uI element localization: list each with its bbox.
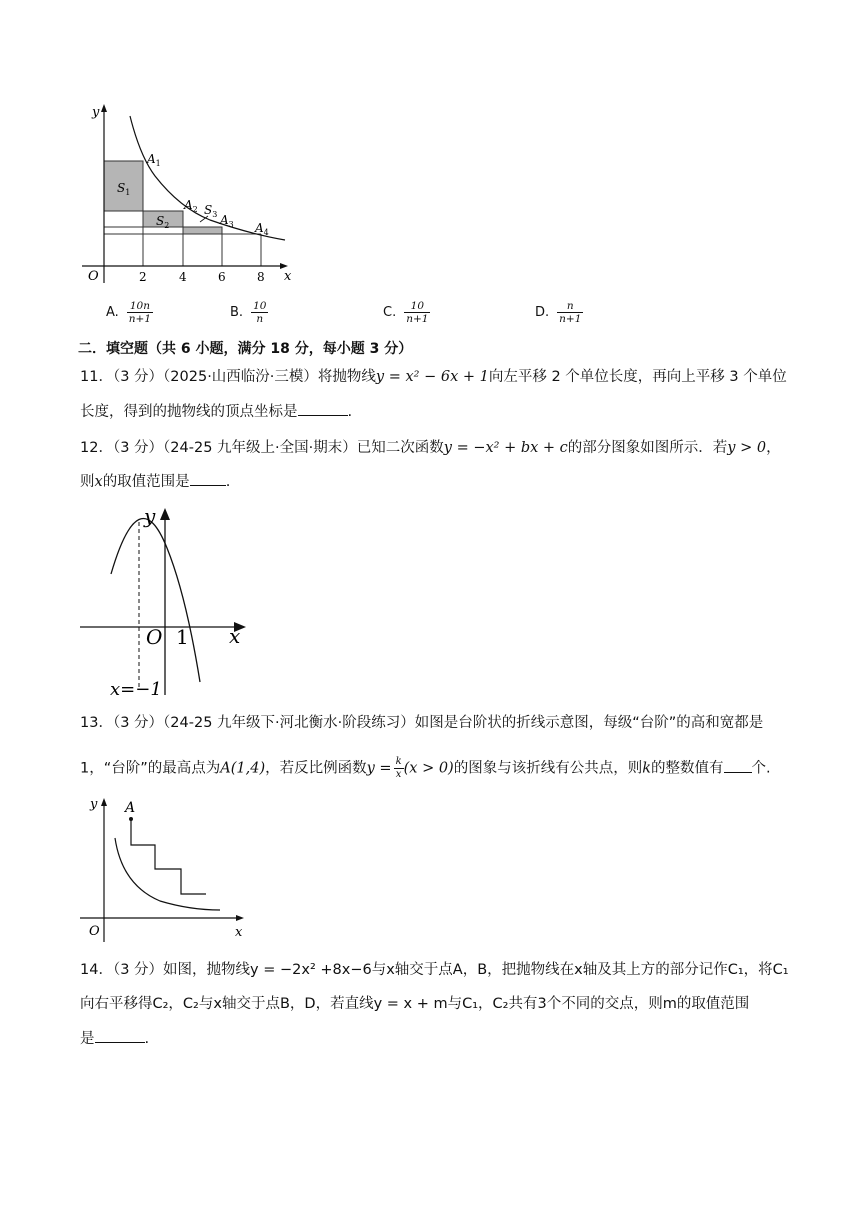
q10-option-b[interactable] [230,300,268,325]
q11-line-2: 长度，得到的抛物线的顶点坐标是 . [80,401,352,422]
axis-label-y: y [92,105,100,120]
answer-blank[interactable] [190,471,226,486]
symmetry-axis-label: x=−1 [110,679,162,700]
option-letter: D. [535,305,550,320]
option-letter: A. [106,305,119,320]
origin-label: O [89,924,100,939]
axis-label-x: x [235,925,243,940]
q14-line-1: 14．（3 分）如图，抛物线y = −2x² +8x−6与x轴交于点A，B，把抛物线在x轴及其上方的部分记作C₁，将C₁ [80,962,789,978]
q12-line-1: 12．（3 分）（24-25 九年级上·全国·期末）已知二次函数y = −x² + bx + c的部分图象如图所示．若y > 0， [80,440,781,456]
option-letter: B. [230,305,244,320]
hyperbola [115,838,220,910]
q12-line-2: 则x的取值范围是 . [80,471,230,492]
point-a [129,817,133,821]
q11-expression: y = x² − 6x + 1 [375,369,489,385]
option-letter: C. [383,305,397,320]
area-label-s2: $S_2$ [156,214,170,230]
q13-line-1: 13．（3 分）（24-25 九年级下·河北衡水·阶段练习）如图是台阶状的折线示意图，每级“台阶”的高和宽都是 [80,715,764,731]
point-label-a4: $A_4$ [255,221,269,237]
q14-line-3: 是 . [80,1028,149,1049]
q13-line-2: 1，“台阶”的最高点为A(1,4)，若反比例函数y = $\frac{k}{x}$ (x > 0)的图象与该折线有公共点，则k的整数值有 个. [80,756,771,780]
origin-label: O [88,269,99,284]
answer-blank[interactable] [95,1028,145,1043]
figure-q12 [74,500,254,700]
function-fraction: $\frac{k}{x}$ [395,756,402,780]
answer-blank[interactable] [298,401,348,416]
origin-label: O [146,625,163,649]
tick-label: 2 [139,270,147,284]
tick-label: 4 [179,270,187,284]
option-fraction: $\frac{10n}{n+1}$ [128,300,152,325]
tick-label: 1 [176,625,189,649]
q14-line-2: 向右平移得C₂，C₂与x轴交于点B，D，若直线y = x + m与C₁，C₂共有3个不同的交点，则m的取值范围 [80,996,750,1012]
q11-line-1: 11．（3 分）（2025·山西临汾·三模）将抛物线y = x² − 6x + 1向左平移 2 个单位长度，再向上平移 3 个单位 [80,369,787,385]
option-fraction: $\frac{10}{n+1}$ [406,300,429,325]
q10-option-d[interactable] [535,300,583,325]
option-fraction: $\frac{10}{n}$ [253,300,267,325]
axis-label-y: y [90,797,98,812]
figure-q10 [70,98,310,288]
axis-label-y: y [144,504,156,528]
area-label-s3: $S_3$ [204,203,218,219]
axis-label-x: x [229,624,241,648]
point-label-a2: $A_2$ [184,198,198,214]
tick-label: 8 [257,270,265,284]
q10-option-a[interactable] [106,300,153,325]
point-label-a1: $A_1$ [147,152,161,168]
parabola [111,518,200,682]
point-label-a3: $A_3$ [220,213,234,229]
q12-expression: y = −x² + bx + c [443,440,568,456]
staircase [131,819,206,894]
area-label-s1: $S_1$ [117,181,131,197]
option-fraction: $\frac{n}{n+1}$ [559,300,582,325]
tick-label: 6 [218,270,226,284]
answer-blank[interactable] [724,758,752,773]
figure-q13 [80,790,250,945]
axis-label-x: x [284,269,292,284]
section-title: 二．填空题（共 6 小题，满分 18 分，每小题 3 分） [78,341,413,357]
area-s3 [183,227,222,234]
q10-option-c[interactable] [383,300,430,325]
point-label-a: A [125,800,136,816]
